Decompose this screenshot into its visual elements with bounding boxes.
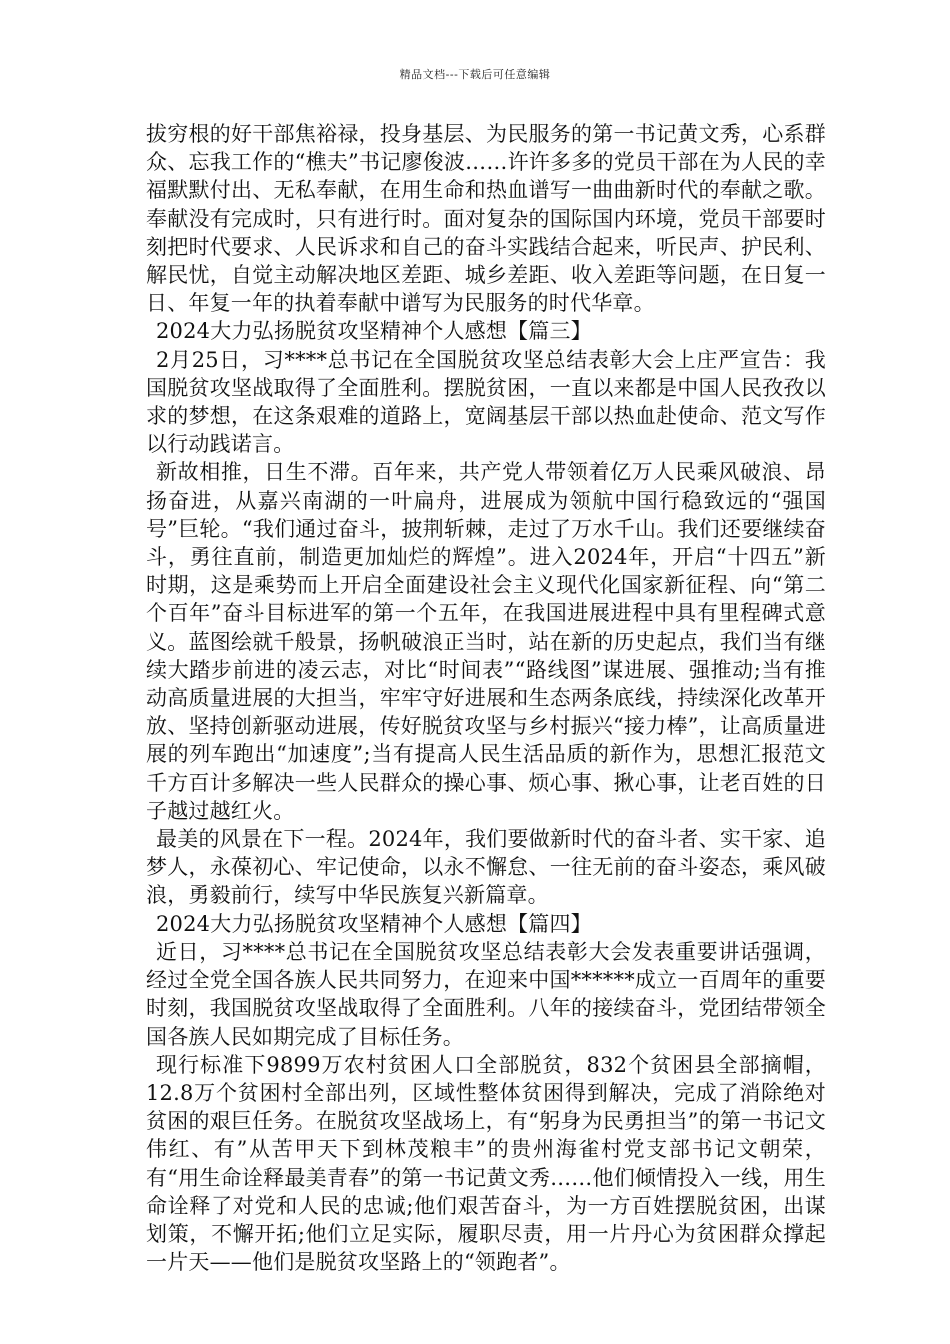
paragraph-1: 拔穷根的好干部焦裕禄，投身基层、为民服务的第一书记黄文秀，心系群众、忘我工作的“樵夫”书记廖俊波……许许多多的党员干部在为人民的幸福默默付出、无私奉献，在用生命和热血谱写一曲曲新时代的奉献之歌。奉献没有完成时，只有进行时。面对复杂的国际国内环境，党员干部要时刻把时代要求、人民诉求和自己的奋斗实践结合起来，听民声、护民利、解民忧，自觉主动解决地区差距、城乡差距、收入差距等问题，在日复一日、年复一年的执着奉献中谱写为民服务的时代华章。	[146, 122, 826, 316]
paragraph-5: 近日，习****总书记在全国脱贫攻坚总结表彰大会发表重要讲话强调，经过全党全国各族人民共同努力，在迎来中国******成立一百周年的重要时刻，我国脱贫攻坚战取得了全面胜利。八年的接续奋斗，党团结带领全国各族人民如期完成了目标任务。	[146, 939, 826, 1049]
paragraph-3: 新故相推，日生不滞。百年来，共产党人带领着亿万人民乘风破浪、昂扬奋进，从嘉兴南湖的一叶扁舟，进展成为领航中国行稳致远的“强国号”巨轮。“我们通过奋斗，披荆斩棘，走过了万水千山。我们还要继续奋斗，勇往直前，制造更加灿烂的辉煌”。进入2024年，开启“十四五”新时期，这是乘势而上开启全面建设社会主义现代化国家新征程、向“第二个百年”奋斗目标进军的第一个五年，在我国进展进程中具有里程碑式意义。蓝图绘就千般景，扬帆破浪正当时，站在新的历史起点，我们当有继续大踏步前进的凌云志，对比“时间表”“路线图”谋进展、强推动;当有推动高质量进展的大担当，牢牢守好进展和生态两条底线，持续深化改革开放、坚持创新驱动进展，传好脱贫攻坚与乡村振兴“接力棒”，让高质量进展的列车跑出“加速度”;当有提高人民生活品质的新作为，思想汇报范文千方百计多解决一些人民群众的操心事、烦心事、揪心事，让老百姓的日子越过越红火。	[146, 460, 826, 823]
paragraph-6: 现行标准下9899万农村贫困人口全部脱贫，832个贫困县全部摘帽，12.8万个贫困村全部出列，区域性整体贫困得到解决，完成了消除绝对贫困的艰巨任务。在脱贫攻坚战场上，有“躬身为民勇担当”的第一书记文伟红、有”从苦甲天下到林茂粮丰”的贵州海雀村党支部书记文朝荣，有“用生命诠释最美青春”的第一书记黄文秀……他们倾情投入一线，用生命诠释了对党和人民的忠诚;他们艰苦奋斗，为一方百姓摆脱贫困，出谋划策，不懈开拓;他们立足实际，履职尽责，用一片丹心为贫困群众撑起一片天——他们是脱贫攻坚路上的“领跑者”。	[146, 1052, 826, 1275]
page-header: 精品文档---下载后可任意编辑	[399, 68, 551, 81]
paragraph-4: 最美的风景在下一程。2024年，我们要做新时代的奋斗者、实干家、追梦人，永葆初心、牢记使命，以永不懈怠、一往无前的奋斗姿态，乘风破浪，勇毅前行，续写中华民族复兴新篇章。	[146, 827, 826, 908]
document-body	[146, 120, 826, 1276]
section-heading-4: 2024大力弘扬脱贫攻坚精神个人感想【篇四】	[156, 911, 592, 936]
section-heading-3: 2024大力弘扬脱贫攻坚精神个人感想【篇三】	[156, 319, 592, 344]
paragraph-2: 2月25日，习****总书记在全国脱贫攻坚总结表彰大会上庄严宣告：我国脱贫攻坚战取得了全面胜利。摆脱贫困，一直以来都是中国人民孜孜以求的梦想，在这条艰难的道路上，宽阔基层干部以热血赴使命、范文写作以行动践诺言。	[146, 347, 826, 457]
